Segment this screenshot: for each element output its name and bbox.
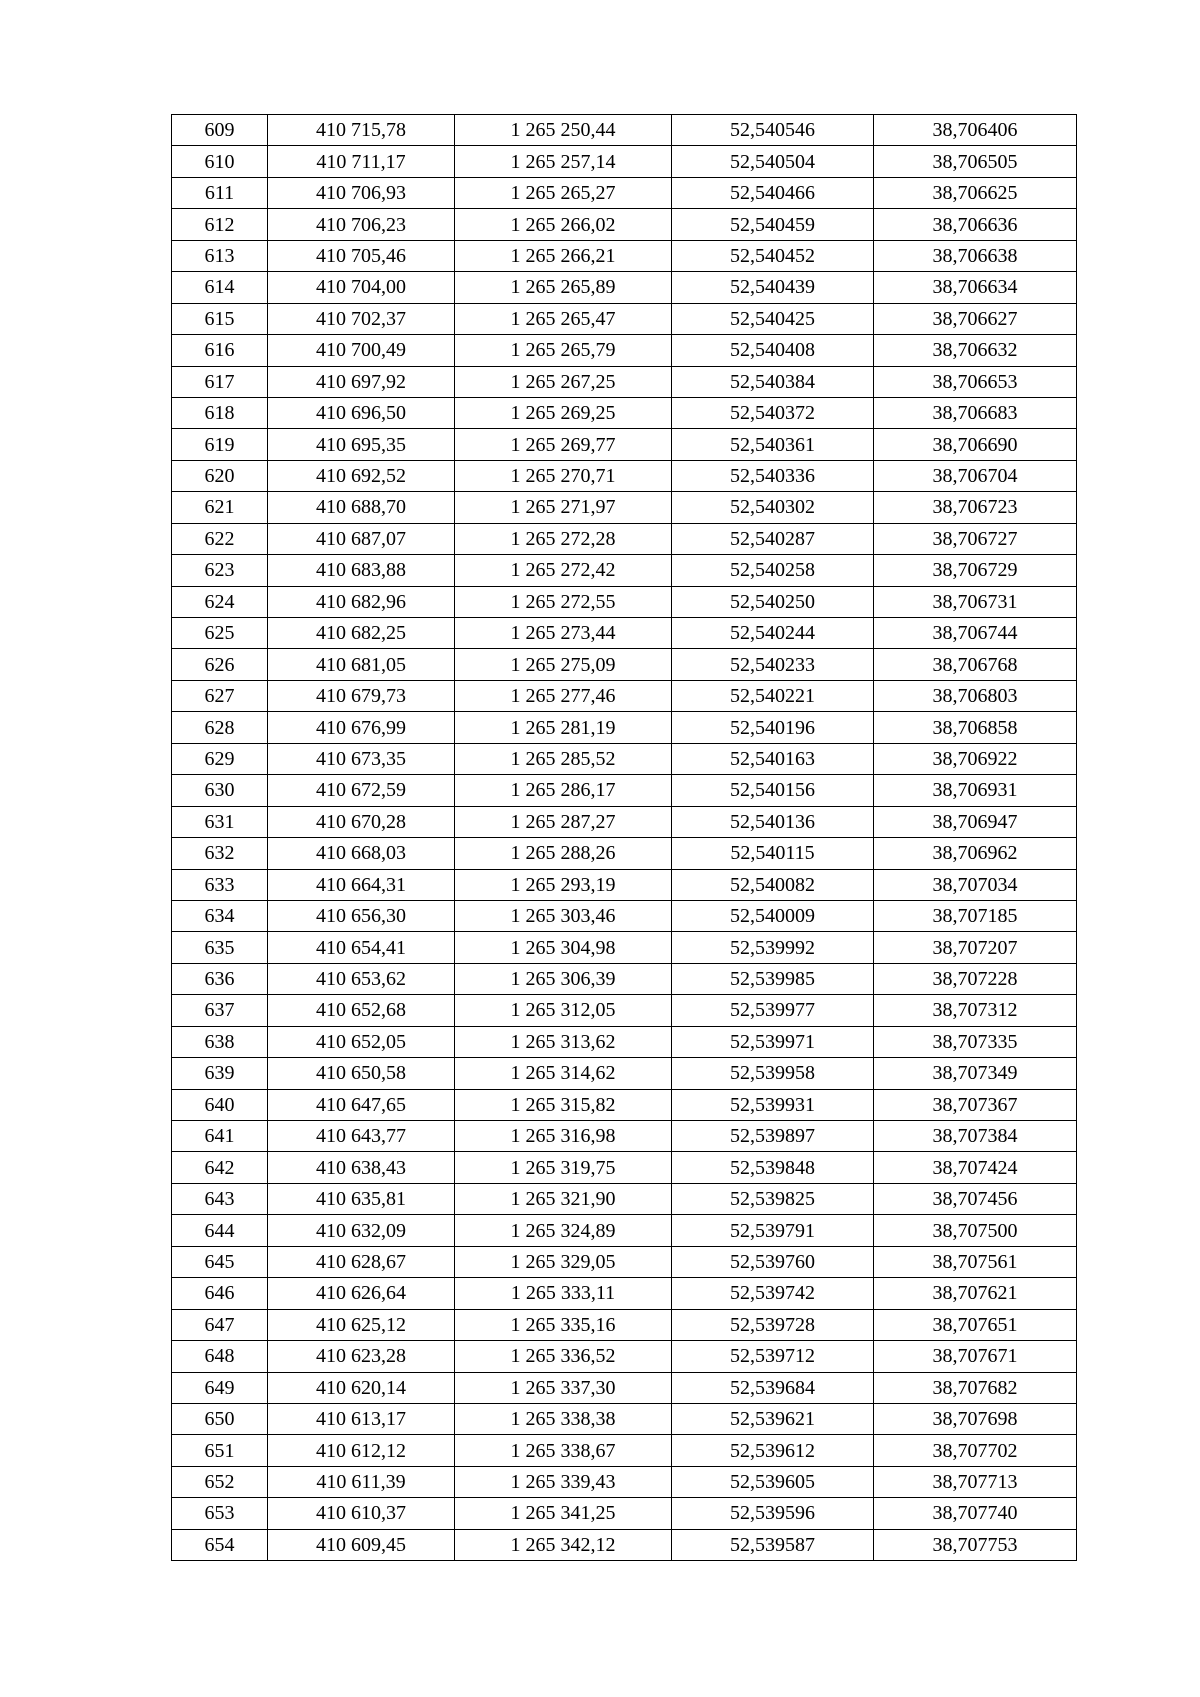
- latitude-cell: 52,540250: [672, 586, 874, 617]
- point-number-cell: 633: [172, 869, 268, 900]
- x-coordinate-cell: 410 682,96: [268, 586, 455, 617]
- y-coordinate-cell: 1 265 341,25: [455, 1498, 672, 1529]
- longitude-cell: 38,706704: [874, 460, 1077, 491]
- table-row: [172, 649, 1077, 680]
- y-coordinate-cell: 1 265 319,75: [455, 1152, 672, 1183]
- point-number-cell: 637: [172, 995, 268, 1026]
- x-coordinate-cell: 410 654,41: [268, 932, 455, 963]
- table-row: [172, 115, 1077, 146]
- latitude-cell: 52,539728: [672, 1309, 874, 1340]
- y-coordinate-cell: 1 265 338,38: [455, 1403, 672, 1434]
- latitude-cell: 52,540009: [672, 900, 874, 931]
- longitude-cell: 38,706931: [874, 775, 1077, 806]
- x-coordinate-cell: 410 610,37: [268, 1498, 455, 1529]
- table-row: [172, 1435, 1077, 1466]
- point-number-cell: 641: [172, 1121, 268, 1152]
- latitude-cell: 52,540244: [672, 618, 874, 649]
- x-coordinate-cell: 410 656,30: [268, 900, 455, 931]
- point-number-cell: 638: [172, 1026, 268, 1057]
- longitude-cell: 38,707335: [874, 1026, 1077, 1057]
- latitude-cell: 52,540287: [672, 523, 874, 554]
- table-row: [172, 1466, 1077, 1497]
- x-coordinate-cell: 410 715,78: [268, 115, 455, 146]
- table-row: [172, 1121, 1077, 1152]
- table-row: [172, 1058, 1077, 1089]
- point-number-cell: 648: [172, 1341, 268, 1372]
- x-coordinate-cell: 410 692,52: [268, 460, 455, 491]
- latitude-cell: 52,540221: [672, 680, 874, 711]
- longitude-cell: 38,706636: [874, 209, 1077, 240]
- table-row: [172, 1152, 1077, 1183]
- latitude-cell: 52,539596: [672, 1498, 874, 1529]
- y-coordinate-cell: 1 265 272,55: [455, 586, 672, 617]
- longitude-cell: 38,707671: [874, 1341, 1077, 1372]
- y-coordinate-cell: 1 265 267,25: [455, 366, 672, 397]
- latitude-cell: 52,539971: [672, 1026, 874, 1057]
- y-coordinate-cell: 1 265 338,67: [455, 1435, 672, 1466]
- latitude-cell: 52,540408: [672, 335, 874, 366]
- latitude-cell: 52,540336: [672, 460, 874, 491]
- longitude-cell: 38,706683: [874, 397, 1077, 428]
- longitude-cell: 38,707698: [874, 1403, 1077, 1434]
- y-coordinate-cell: 1 265 313,62: [455, 1026, 672, 1057]
- x-coordinate-cell: 410 696,50: [268, 397, 455, 428]
- longitude-cell: 38,706653: [874, 366, 1077, 397]
- point-number-cell: 613: [172, 240, 268, 271]
- x-coordinate-cell: 410 635,81: [268, 1183, 455, 1214]
- latitude-cell: 52,540425: [672, 303, 874, 334]
- y-coordinate-cell: 1 265 269,77: [455, 429, 672, 460]
- x-coordinate-cell: 410 704,00: [268, 272, 455, 303]
- latitude-cell: 52,539742: [672, 1278, 874, 1309]
- x-coordinate-cell: 410 650,58: [268, 1058, 455, 1089]
- y-coordinate-cell: 1 265 339,43: [455, 1466, 672, 1497]
- point-number-cell: 612: [172, 209, 268, 240]
- longitude-cell: 38,706858: [874, 712, 1077, 743]
- x-coordinate-cell: 410 652,68: [268, 995, 455, 1026]
- x-coordinate-cell: 410 628,67: [268, 1246, 455, 1277]
- x-coordinate-cell: 410 623,28: [268, 1341, 455, 1372]
- point-number-cell: 651: [172, 1435, 268, 1466]
- latitude-cell: 52,540136: [672, 806, 874, 837]
- latitude-cell: 52,539958: [672, 1058, 874, 1089]
- latitude-cell: 52,540163: [672, 743, 874, 774]
- longitude-cell: 38,706729: [874, 555, 1077, 586]
- point-number-cell: 629: [172, 743, 268, 774]
- table-row: [172, 838, 1077, 869]
- x-coordinate-cell: 410 626,64: [268, 1278, 455, 1309]
- table-row: [172, 177, 1077, 208]
- y-coordinate-cell: 1 265 315,82: [455, 1089, 672, 1120]
- y-coordinate-cell: 1 265 275,09: [455, 649, 672, 680]
- longitude-cell: 38,707185: [874, 900, 1077, 931]
- table-row: [172, 900, 1077, 931]
- point-number-cell: 642: [172, 1152, 268, 1183]
- point-number-cell: 635: [172, 932, 268, 963]
- y-coordinate-cell: 1 265 287,27: [455, 806, 672, 837]
- table-row: [172, 932, 1077, 963]
- longitude-cell: 38,707651: [874, 1309, 1077, 1340]
- table-row: [172, 1529, 1077, 1560]
- point-number-cell: 624: [172, 586, 268, 617]
- latitude-cell: 52,539931: [672, 1089, 874, 1120]
- table-row: [172, 1341, 1077, 1372]
- longitude-cell: 38,707424: [874, 1152, 1077, 1183]
- point-number-cell: 646: [172, 1278, 268, 1309]
- coordinates-table-body: [172, 115, 1077, 1561]
- x-coordinate-cell: 410 620,14: [268, 1372, 455, 1403]
- longitude-cell: 38,707384: [874, 1121, 1077, 1152]
- latitude-cell: 52,539587: [672, 1529, 874, 1560]
- x-coordinate-cell: 410 695,35: [268, 429, 455, 460]
- point-number-cell: 639: [172, 1058, 268, 1089]
- x-coordinate-cell: 410 664,31: [268, 869, 455, 900]
- longitude-cell: 38,706625: [874, 177, 1077, 208]
- table-row: [172, 1403, 1077, 1434]
- y-coordinate-cell: 1 265 266,02: [455, 209, 672, 240]
- coordinates-table: [171, 114, 1077, 1561]
- latitude-cell: 52,540233: [672, 649, 874, 680]
- x-coordinate-cell: 410 706,23: [268, 209, 455, 240]
- x-coordinate-cell: 410 688,70: [268, 492, 455, 523]
- y-coordinate-cell: 1 265 342,12: [455, 1529, 672, 1560]
- y-coordinate-cell: 1 265 286,17: [455, 775, 672, 806]
- longitude-cell: 38,706634: [874, 272, 1077, 303]
- point-number-cell: 622: [172, 523, 268, 554]
- latitude-cell: 52,540156: [672, 775, 874, 806]
- point-number-cell: 636: [172, 963, 268, 994]
- latitude-cell: 52,540384: [672, 366, 874, 397]
- point-number-cell: 611: [172, 177, 268, 208]
- x-coordinate-cell: 410 700,49: [268, 335, 455, 366]
- point-number-cell: 652: [172, 1466, 268, 1497]
- longitude-cell: 38,707500: [874, 1215, 1077, 1246]
- y-coordinate-cell: 1 265 257,14: [455, 146, 672, 177]
- y-coordinate-cell: 1 265 265,79: [455, 335, 672, 366]
- latitude-cell: 52,539712: [672, 1341, 874, 1372]
- longitude-cell: 38,707621: [874, 1278, 1077, 1309]
- point-number-cell: 610: [172, 146, 268, 177]
- x-coordinate-cell: 410 706,93: [268, 177, 455, 208]
- longitude-cell: 38,706768: [874, 649, 1077, 680]
- longitude-cell: 38,706690: [874, 429, 1077, 460]
- longitude-cell: 38,706638: [874, 240, 1077, 271]
- y-coordinate-cell: 1 265 250,44: [455, 115, 672, 146]
- x-coordinate-cell: 410 681,05: [268, 649, 455, 680]
- x-coordinate-cell: 410 679,73: [268, 680, 455, 711]
- y-coordinate-cell: 1 265 281,19: [455, 712, 672, 743]
- longitude-cell: 38,706803: [874, 680, 1077, 711]
- point-number-cell: 643: [172, 1183, 268, 1214]
- latitude-cell: 52,539897: [672, 1121, 874, 1152]
- longitude-cell: 38,706744: [874, 618, 1077, 649]
- y-coordinate-cell: 1 265 312,05: [455, 995, 672, 1026]
- longitude-cell: 38,706727: [874, 523, 1077, 554]
- x-coordinate-cell: 410 711,17: [268, 146, 455, 177]
- table-row: [172, 1278, 1077, 1309]
- table-row: [172, 1498, 1077, 1529]
- latitude-cell: 52,540546: [672, 115, 874, 146]
- y-coordinate-cell: 1 265 304,98: [455, 932, 672, 963]
- x-coordinate-cell: 410 705,46: [268, 240, 455, 271]
- longitude-cell: 38,706627: [874, 303, 1077, 334]
- x-coordinate-cell: 410 676,99: [268, 712, 455, 743]
- y-coordinate-cell: 1 265 324,89: [455, 1215, 672, 1246]
- table-row: [172, 618, 1077, 649]
- y-coordinate-cell: 1 265 303,46: [455, 900, 672, 931]
- table-row: [172, 963, 1077, 994]
- table-row: [172, 1246, 1077, 1277]
- table-row: [172, 555, 1077, 586]
- x-coordinate-cell: 410 609,45: [268, 1529, 455, 1560]
- x-coordinate-cell: 410 653,62: [268, 963, 455, 994]
- latitude-cell: 52,539791: [672, 1215, 874, 1246]
- x-coordinate-cell: 410 670,28: [268, 806, 455, 837]
- y-coordinate-cell: 1 265 269,25: [455, 397, 672, 428]
- latitude-cell: 52,540459: [672, 209, 874, 240]
- y-coordinate-cell: 1 265 306,39: [455, 963, 672, 994]
- latitude-cell: 52,539985: [672, 963, 874, 994]
- point-number-cell: 647: [172, 1309, 268, 1340]
- latitude-cell: 52,539612: [672, 1435, 874, 1466]
- y-coordinate-cell: 1 265 314,62: [455, 1058, 672, 1089]
- longitude-cell: 38,707034: [874, 869, 1077, 900]
- longitude-cell: 38,707702: [874, 1435, 1077, 1466]
- latitude-cell: 52,539684: [672, 1372, 874, 1403]
- point-number-cell: 609: [172, 115, 268, 146]
- latitude-cell: 52,539848: [672, 1152, 874, 1183]
- x-coordinate-cell: 410 687,07: [268, 523, 455, 554]
- point-number-cell: 628: [172, 712, 268, 743]
- longitude-cell: 38,706947: [874, 806, 1077, 837]
- point-number-cell: 625: [172, 618, 268, 649]
- longitude-cell: 38,706723: [874, 492, 1077, 523]
- point-number-cell: 621: [172, 492, 268, 523]
- y-coordinate-cell: 1 265 271,97: [455, 492, 672, 523]
- table-row: [172, 1372, 1077, 1403]
- latitude-cell: 52,539992: [672, 932, 874, 963]
- y-coordinate-cell: 1 265 272,28: [455, 523, 672, 554]
- longitude-cell: 38,707207: [874, 932, 1077, 963]
- table-row: [172, 995, 1077, 1026]
- y-coordinate-cell: 1 265 270,71: [455, 460, 672, 491]
- point-number-cell: 632: [172, 838, 268, 869]
- table-row: [172, 1026, 1077, 1057]
- point-number-cell: 614: [172, 272, 268, 303]
- x-coordinate-cell: 410 672,59: [268, 775, 455, 806]
- latitude-cell: 52,540452: [672, 240, 874, 271]
- point-number-cell: 620: [172, 460, 268, 491]
- point-number-cell: 615: [172, 303, 268, 334]
- table-row: [172, 1309, 1077, 1340]
- longitude-cell: 38,707312: [874, 995, 1077, 1026]
- y-coordinate-cell: 1 265 335,16: [455, 1309, 672, 1340]
- longitude-cell: 38,707753: [874, 1529, 1077, 1560]
- table-row: [172, 869, 1077, 900]
- latitude-cell: 52,540196: [672, 712, 874, 743]
- table-row: [172, 303, 1077, 334]
- longitude-cell: 38,707682: [874, 1372, 1077, 1403]
- latitude-cell: 52,540361: [672, 429, 874, 460]
- latitude-cell: 52,540504: [672, 146, 874, 177]
- x-coordinate-cell: 410 612,12: [268, 1435, 455, 1466]
- table-row: [172, 523, 1077, 554]
- y-coordinate-cell: 1 265 285,52: [455, 743, 672, 774]
- latitude-cell: 52,539760: [672, 1246, 874, 1277]
- point-number-cell: 650: [172, 1403, 268, 1434]
- latitude-cell: 52,539621: [672, 1403, 874, 1434]
- longitude-cell: 38,706632: [874, 335, 1077, 366]
- x-coordinate-cell: 410 647,65: [268, 1089, 455, 1120]
- table-row: [172, 1183, 1077, 1214]
- table-row: [172, 743, 1077, 774]
- y-coordinate-cell: 1 265 265,27: [455, 177, 672, 208]
- table-row: [172, 806, 1077, 837]
- table-row: [172, 146, 1077, 177]
- table-row: [172, 1215, 1077, 1246]
- table-row: [172, 492, 1077, 523]
- table-row: [172, 586, 1077, 617]
- longitude-cell: 38,707228: [874, 963, 1077, 994]
- y-coordinate-cell: 1 265 336,52: [455, 1341, 672, 1372]
- table-row: [172, 272, 1077, 303]
- table-row: [172, 209, 1077, 240]
- x-coordinate-cell: 410 613,17: [268, 1403, 455, 1434]
- latitude-cell: 52,540115: [672, 838, 874, 869]
- point-number-cell: 654: [172, 1529, 268, 1560]
- longitude-cell: 38,706922: [874, 743, 1077, 774]
- x-coordinate-cell: 410 668,03: [268, 838, 455, 869]
- table-row: [172, 366, 1077, 397]
- x-coordinate-cell: 410 702,37: [268, 303, 455, 334]
- x-coordinate-cell: 410 673,35: [268, 743, 455, 774]
- y-coordinate-cell: 1 265 277,46: [455, 680, 672, 711]
- table-row: [172, 240, 1077, 271]
- table-row: [172, 1089, 1077, 1120]
- y-coordinate-cell: 1 265 293,19: [455, 869, 672, 900]
- table-row: [172, 429, 1077, 460]
- latitude-cell: 52,539825: [672, 1183, 874, 1214]
- latitude-cell: 52,540372: [672, 397, 874, 428]
- y-coordinate-cell: 1 265 272,42: [455, 555, 672, 586]
- longitude-cell: 38,706962: [874, 838, 1077, 869]
- table-row: [172, 712, 1077, 743]
- x-coordinate-cell: 410 625,12: [268, 1309, 455, 1340]
- table-row: [172, 680, 1077, 711]
- table-row: [172, 775, 1077, 806]
- x-coordinate-cell: 410 683,88: [268, 555, 455, 586]
- x-coordinate-cell: 410 643,77: [268, 1121, 455, 1152]
- latitude-cell: 52,540439: [672, 272, 874, 303]
- point-number-cell: 649: [172, 1372, 268, 1403]
- longitude-cell: 38,706731: [874, 586, 1077, 617]
- y-coordinate-cell: 1 265 316,98: [455, 1121, 672, 1152]
- longitude-cell: 38,706406: [874, 115, 1077, 146]
- latitude-cell: 52,540258: [672, 555, 874, 586]
- x-coordinate-cell: 410 682,25: [268, 618, 455, 649]
- latitude-cell: 52,540466: [672, 177, 874, 208]
- longitude-cell: 38,707740: [874, 1498, 1077, 1529]
- y-coordinate-cell: 1 265 265,89: [455, 272, 672, 303]
- latitude-cell: 52,540082: [672, 869, 874, 900]
- y-coordinate-cell: 1 265 265,47: [455, 303, 672, 334]
- point-number-cell: 653: [172, 1498, 268, 1529]
- point-number-cell: 645: [172, 1246, 268, 1277]
- y-coordinate-cell: 1 265 288,26: [455, 838, 672, 869]
- x-coordinate-cell: 410 652,05: [268, 1026, 455, 1057]
- point-number-cell: 617: [172, 366, 268, 397]
- point-number-cell: 618: [172, 397, 268, 428]
- table-row: [172, 460, 1077, 491]
- x-coordinate-cell: 410 632,09: [268, 1215, 455, 1246]
- longitude-cell: 38,707367: [874, 1089, 1077, 1120]
- point-number-cell: 619: [172, 429, 268, 460]
- y-coordinate-cell: 1 265 266,21: [455, 240, 672, 271]
- point-number-cell: 627: [172, 680, 268, 711]
- x-coordinate-cell: 410 611,39: [268, 1466, 455, 1497]
- x-coordinate-cell: 410 697,92: [268, 366, 455, 397]
- latitude-cell: 52,540302: [672, 492, 874, 523]
- point-number-cell: 640: [172, 1089, 268, 1120]
- x-coordinate-cell: 410 638,43: [268, 1152, 455, 1183]
- table-row: [172, 397, 1077, 428]
- y-coordinate-cell: 1 265 333,11: [455, 1278, 672, 1309]
- point-number-cell: 634: [172, 900, 268, 931]
- point-number-cell: 623: [172, 555, 268, 586]
- point-number-cell: 630: [172, 775, 268, 806]
- longitude-cell: 38,707713: [874, 1466, 1077, 1497]
- y-coordinate-cell: 1 265 273,44: [455, 618, 672, 649]
- y-coordinate-cell: 1 265 321,90: [455, 1183, 672, 1214]
- y-coordinate-cell: 1 265 337,30: [455, 1372, 672, 1403]
- latitude-cell: 52,539605: [672, 1466, 874, 1497]
- y-coordinate-cell: 1 265 329,05: [455, 1246, 672, 1277]
- point-number-cell: 616: [172, 335, 268, 366]
- latitude-cell: 52,539977: [672, 995, 874, 1026]
- longitude-cell: 38,707561: [874, 1246, 1077, 1277]
- point-number-cell: 626: [172, 649, 268, 680]
- table-row: [172, 335, 1077, 366]
- longitude-cell: 38,707456: [874, 1183, 1077, 1214]
- longitude-cell: 38,707349: [874, 1058, 1077, 1089]
- point-number-cell: 631: [172, 806, 268, 837]
- point-number-cell: 644: [172, 1215, 268, 1246]
- longitude-cell: 38,706505: [874, 146, 1077, 177]
